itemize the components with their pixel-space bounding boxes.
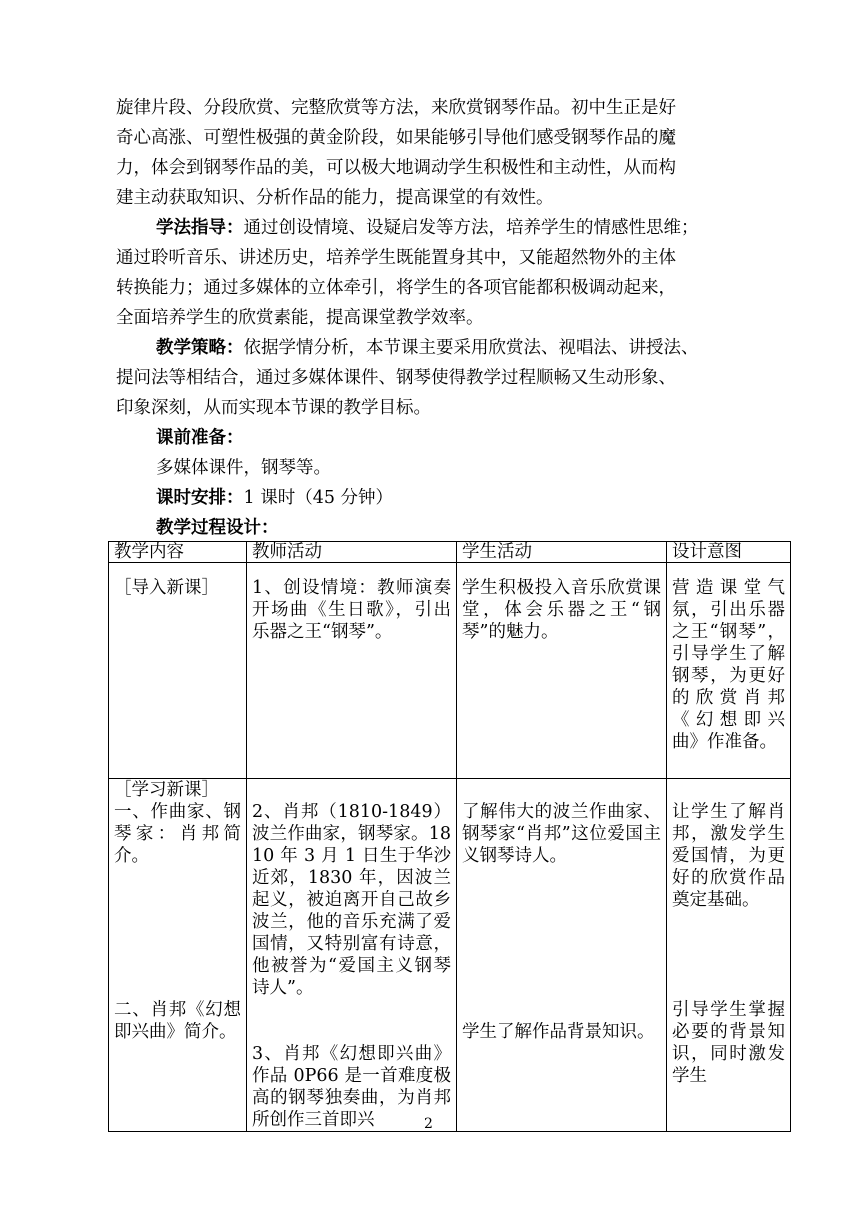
teaching-strategy-line: 印象深刻，从而实现本节课的教学目标。	[116, 398, 431, 418]
schedule-label: 课时安排：	[156, 488, 244, 508]
lesson-plan-table	[108, 541, 791, 1132]
prep-label: 课前准备：	[156, 428, 244, 448]
study-guidance-line: 通过创设情境、设疑启发等方法，培养学生的情感性思维；	[243, 218, 699, 238]
row2-intent2: 引导学生掌握必要的背景知识，同时激发学生	[672, 1000, 785, 1086]
header-student: 学生活动	[457, 542, 667, 563]
table-row	[109, 779, 791, 1132]
header-content: 教学内容	[109, 542, 247, 563]
study-guidance-line: 通过聆听音乐、讲述历史，培养学生既能置身其中，又能超然物外的主体	[116, 248, 676, 268]
schedule-text: 1 课时（45 分钟）	[243, 488, 394, 508]
teaching-strategy-line: 提问法等相结合，通过多媒体课件、钢琴使得教学过程顺畅又生动形象、	[116, 368, 676, 388]
teaching-strategy-label: 教学策略：	[156, 338, 244, 358]
intro-line: 建主动获取知识、分析作品的能力，提高课堂的有效性。	[116, 188, 554, 208]
process-label: 教学过程设计：	[156, 518, 279, 538]
intro-line: 奇心高涨、可塑性极强的黄金阶段，如果能够引导他们感受钢琴作品的魔	[116, 128, 676, 148]
prep-text: 多媒体课件，钢琴等。	[156, 458, 331, 478]
row1-content: ［导入新课］	[114, 578, 219, 598]
row2-student1: 了解伟大的波兰作曲家、钢琴家“肖邦”这位爱国主义钢琴诗人。	[462, 802, 661, 866]
teaching-strategy-paragraph	[116, 333, 746, 423]
schedule-line	[156, 483, 393, 513]
study-guidance-paragraph	[116, 213, 746, 333]
table-header-row	[109, 542, 791, 563]
row2-teacher2: 3、肖邦《幻想即兴曲》作品 0P66 是一首难度极高的钢琴独奏曲，为肖邦所创作三首即兴	[252, 1044, 451, 1130]
header-intent: 设计意图	[667, 542, 791, 563]
study-guidance-line: 全面培养学生的欣赏素能，提高课堂教学效率。	[116, 308, 484, 328]
study-guidance-line: 转换能力；通过多媒体的立体牵引，将学生的各项官能都积极调动起来，	[116, 278, 676, 298]
row2-content2: 二、肖邦《幻想即兴曲》简介。	[114, 1000, 241, 1042]
row1-teacher: 1、创设情境：教师演奏开场曲《生日歌》，引出乐器之王“钢琴”。	[252, 578, 451, 642]
row2-student2: 学生了解作品背景知识。	[462, 1022, 655, 1042]
row2-section: ［学习新课］	[114, 780, 219, 800]
row2-intent1: 让学生了解肖邦，激发学生爱国情，为更好的欣赏作品奠定基础。	[672, 802, 785, 910]
teaching-strategy-line: 依据学情分析，本节课主要采用欣赏法、视唱法、讲授法、	[243, 338, 699, 358]
row1-student: 学生积极投入音乐欣赏课堂，体会乐器之王“钢琴”的魅力。	[462, 578, 661, 642]
intro-paragraph	[116, 93, 746, 213]
intro-line: 旋律片段、分段欣赏、完整欣赏等方法，来欣赏钢琴作品。初中生正是好	[116, 98, 676, 118]
row2-content1: 一、作曲家、钢琴家：肖邦简介。	[114, 802, 241, 866]
row2-teacher1: 2、肖邦（1810-1849）波兰作曲家，钢琴家。1810 年 3 月 1 日生于华沙近郊，1830 年，因波兰起义，被迫离开自己故乡波兰，他的音乐充满了爱国情，又特别富有诗意，他被誉为“爱国主义钢琴诗人”。	[252, 802, 451, 998]
page-number: 2	[424, 1116, 433, 1132]
header-teacher: 教师活动	[247, 542, 457, 563]
intro-line: 力，体会到钢琴作品的美，可以极大地调动学生积极性和主动性，从而构	[116, 158, 676, 178]
table-row	[109, 563, 791, 779]
study-guidance-label: 学法指导：	[156, 218, 244, 238]
row1-intent: 营造课堂气氛，引出乐器之王“钢琴”，引导学生了解钢琴，为更好的欣赏肖邦《幻想即兴曲》作准备。	[672, 578, 785, 752]
